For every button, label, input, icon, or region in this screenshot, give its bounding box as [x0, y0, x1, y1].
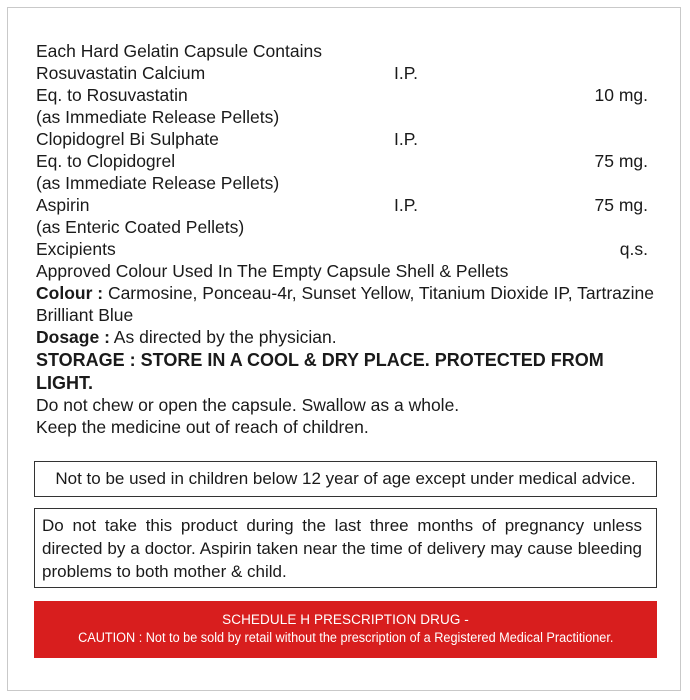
dosage-line	[36, 326, 656, 348]
composition-section	[36, 40, 656, 438]
ingredient-standard: I.P.	[394, 195, 419, 215]
ingredient-quantity: 10 mg.	[594, 85, 648, 105]
chew-note: Do not chew or open the capsule. Swallow as a whole.	[36, 395, 460, 415]
ingredient-row	[36, 150, 656, 172]
pregnancy-warning-box	[34, 508, 657, 588]
ingredient-standard: I.P.	[394, 129, 419, 149]
schedule-caution: CAUTION : Not to be sold by retail without the prescription of a Registered Medical Practitioner.	[77, 629, 614, 645]
ingredient-row	[36, 172, 656, 194]
ingredient-name: (as Immediate Release Pellets)	[36, 173, 280, 193]
age-warning-text: Not to be used in children below 12 year of age except under medical advice.	[55, 469, 636, 488]
colour-text: Carmosine, Ponceau-4r, Sunset Yellow, Titanium Dioxide IP, Tartrazine Brilliant Blue	[36, 283, 654, 325]
ingredient-name: (as Enteric Coated Pellets)	[36, 217, 245, 237]
ingredient-row	[36, 238, 656, 260]
ingredient-row	[36, 216, 656, 238]
ingredient-standard: I.P.	[394, 63, 419, 83]
ingredient-name: Eq. to Clopidogrel	[36, 151, 176, 171]
storage-line-1: STORAGE : STORE IN A COOL & DRY PLACE. PROTECTED FROM	[36, 350, 604, 370]
ingredient-quantity: 75 mg.	[594, 195, 648, 215]
schedule-title: SCHEDULE H PRESCRIPTION DRUG -	[222, 611, 469, 627]
dosage-label: Dosage :	[36, 327, 110, 347]
ingredient-name: Rosuvastatin Calcium	[36, 63, 206, 83]
composition-heading: Each Hard Gelatin Capsule Contains	[36, 41, 322, 61]
ingredient-row	[36, 84, 656, 106]
pregnancy-warning-text: Do not take this product during the last three months of pregnancy unless directed by a doctor. Aspirin taken near the time of delivery may cause bleeding problems to both mother & child.	[42, 516, 642, 581]
ingredient-row	[36, 128, 656, 150]
ingredient-name: Eq. to Rosuvastatin	[36, 85, 188, 105]
schedule-h-banner	[34, 601, 657, 658]
ingredient-name: (as Immediate Release Pellets)	[36, 107, 280, 127]
dosage-text: As directed by the physician.	[109, 327, 337, 347]
ingredient-row	[36, 194, 656, 216]
ingredient-name: Clopidogrel Bi Sulphate	[36, 129, 219, 149]
colour-line	[36, 282, 656, 326]
ingredient-row	[36, 106, 656, 128]
ingredient-name: Excipients	[36, 239, 116, 259]
ingredient-row	[36, 62, 656, 84]
storage-line-2: LIGHT.	[36, 373, 93, 393]
age-warning-box	[34, 461, 657, 497]
children-note: Keep the medicine out of reach of children.	[36, 417, 369, 437]
ingredient-quantity: 75 mg.	[594, 151, 648, 171]
ingredient-quantity: q.s.	[619, 239, 648, 259]
ingredient-name: Aspirin	[36, 195, 90, 215]
approved-colour-line: Approved Colour Used In The Empty Capsule Shell & Pellets	[36, 261, 509, 281]
colour-label: Colour :	[36, 283, 104, 303]
